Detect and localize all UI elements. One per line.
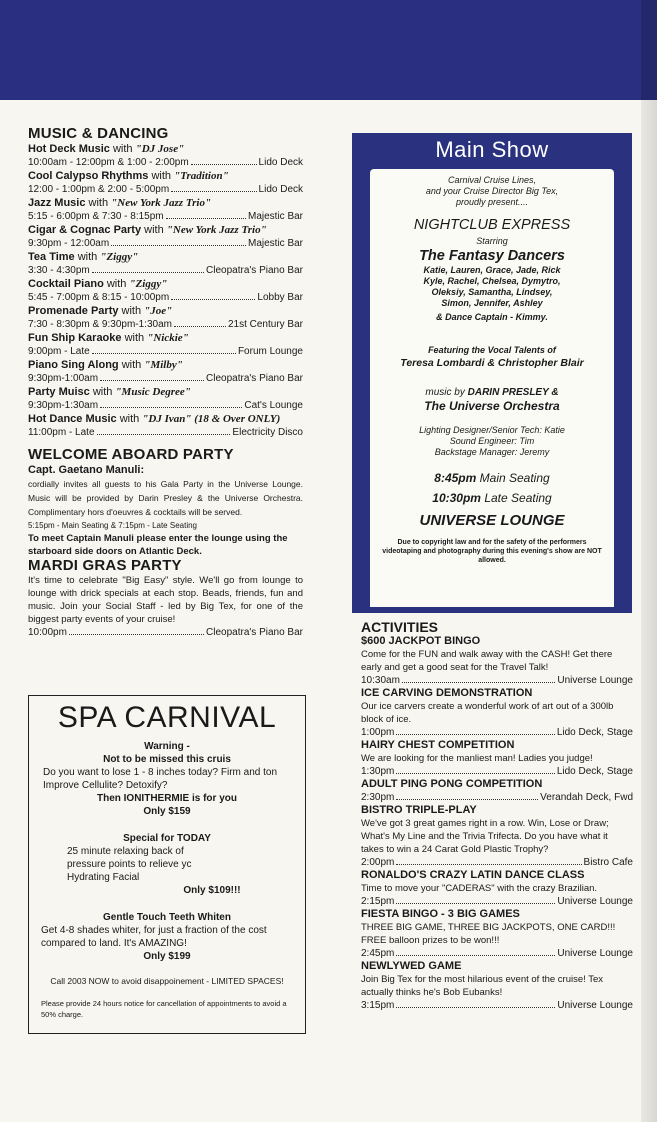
music-event-time: 9:30pm-1:30am: [28, 400, 99, 411]
event-name: Tea Time: [28, 251, 75, 263]
mardi-venue: Cleopatra's Piano Bar: [206, 627, 303, 638]
activity-venue: Verandah Deck, Fwd: [540, 792, 633, 803]
event-host: "DJ Ivan" (18 & Over ONLY): [142, 413, 281, 425]
show-orchestra: The Universe Orchestra: [424, 399, 560, 413]
spa-q2: Improve Cellulite? Detoxify?: [43, 780, 168, 791]
activity-time: 2:45pm: [361, 948, 395, 959]
music-event-venue: Lido Deck: [258, 157, 303, 168]
music-event-row: [28, 237, 303, 250]
event-with: with: [124, 332, 145, 344]
show-names-4: Simon, Jennifer, Ashley: [441, 298, 543, 308]
activity-description: We've got 3 great games right in a row. Win, Lose or Draw; What's My Line and the Trivia Trifecta. Do you have what it takes to win a 24 Carat Gold Plastic Trophy?: [361, 818, 609, 855]
music-event-venue: Cleopatra's Piano Bar: [206, 373, 303, 384]
activity-title: BISTRO TRIPLE-PLAY: [361, 804, 477, 816]
activity-time: 1:00pm: [361, 727, 395, 738]
page-edge: [641, 0, 657, 1122]
show-seat-1: Main Seating: [479, 471, 550, 485]
event-host: "New York Jazz Trio": [166, 224, 267, 236]
music-event-row: [28, 426, 303, 439]
activity-description: Come for the FUN and walk away with the CASH! Get there early and get a good seat for the Travel Talk!: [361, 649, 613, 673]
spa-carnival-box: [28, 695, 306, 1034]
activity-title: RONALDO'S CRAZY LATIN DANCE CLASS: [361, 869, 585, 881]
event-with: with: [144, 224, 164, 236]
activity-time: 2:00pm: [361, 857, 395, 868]
music-event-row: [28, 156, 303, 169]
activity-row: [361, 791, 633, 804]
show-starring: Starring: [476, 236, 508, 246]
main-show-box: [352, 133, 632, 613]
music-event-row: [28, 291, 303, 304]
music-event-title: [28, 304, 303, 318]
show-venue: UNIVERSE LOUNGE: [419, 512, 565, 529]
show-names-2: Kyle, Rachel, Chelsea, Dymytro,: [423, 276, 561, 286]
music-event-title: [28, 142, 303, 156]
mardi-section-title: MARDI GRAS PARTY: [28, 557, 182, 574]
spa-teeth: Gentle Touch Teeth Whiten: [103, 912, 231, 923]
activity-title: NEWLYWED GAME: [361, 960, 462, 972]
music-event-title: [28, 223, 303, 237]
event-name: Cool Calypso Rhythms: [28, 170, 149, 182]
event-host: "Tradition": [174, 170, 229, 182]
activity-row: [361, 674, 633, 687]
main-show-title: Main Show: [435, 137, 549, 162]
show-music-name: DARIN PRESLEY &: [467, 387, 559, 398]
show-names-3: Oleksiy, Samantha, Lindsey,: [431, 287, 553, 297]
music-event-row: [28, 183, 303, 196]
music-event-time: 10:00am - 12:00pm & 1:00 - 2:00pm: [28, 157, 189, 168]
activity-description: Join Big Tex for the most hilarious event of the cruise! Tex actually thinks he's Bob Eubanks!: [361, 974, 604, 998]
show-music-by: music by: [425, 387, 465, 398]
welcome-text: cordially invites all guests to his Gala Party in the Universe Lounge. Music will be provided by Darin Presley & the Universe Orchestra. Complimentary hors d'oeuvres & cocktails will be served.: [28, 479, 303, 517]
music-event-venue: 21st Century Bar: [227, 319, 303, 330]
show-sound: Sound Engineer: Tim: [449, 436, 535, 446]
music-event-time: 9:00pm - Late: [28, 346, 90, 357]
event-with: with: [119, 413, 140, 425]
spa-price-2: Only $109!!!: [183, 885, 241, 896]
event-name: Cocktail Piano: [28, 278, 104, 290]
show-music-line: [370, 386, 614, 399]
left-column: [28, 126, 303, 639]
event-with: with: [106, 278, 127, 290]
show-backstage: Backstage Manager: Jeremy: [434, 447, 550, 457]
music-event-title: [28, 412, 303, 426]
event-with: with: [77, 251, 98, 263]
music-event-row: [28, 372, 303, 385]
spa-q1: Do you want to lose 1 - 8 inches today? Firm and ton: [43, 767, 278, 778]
event-host: "Ziggy": [100, 251, 139, 263]
music-event-row: [28, 345, 303, 358]
music-event-title: [28, 250, 303, 264]
activity-time: 1:30pm: [361, 766, 395, 777]
event-host: "Music Degree": [115, 386, 191, 398]
music-event-title: [28, 169, 303, 183]
header-band: [0, 0, 657, 100]
mardi-time-row: [28, 626, 303, 639]
music-event-title: [28, 196, 303, 210]
activities-list: [361, 635, 633, 1012]
music-event-title: [28, 385, 303, 399]
activity-title: ADULT PING PONG COMPETITION: [361, 778, 543, 790]
show-lighting: Lighting Designer/Senior Tech: Katie: [419, 425, 565, 435]
event-name: Fun Ship Karaoke: [28, 332, 122, 344]
show-intro-2: and your Cruise Director Big Tex,: [425, 186, 559, 196]
event-with: with: [112, 143, 133, 155]
activity-title: HAIRY CHEST COMPETITION: [361, 739, 515, 751]
show-name: NIGHTCLUB EXPRESS: [413, 217, 571, 233]
show-intro-1: Carnival Cruise Lines,: [447, 175, 537, 185]
show-dance-captain: & Dance Captain - Kimmy.: [436, 312, 548, 322]
music-event-venue: Cat's Lounge: [244, 400, 303, 411]
music-event-venue: Lido Deck: [258, 184, 303, 195]
spa-not-missed: Not to be missed this cruis: [103, 754, 231, 765]
music-event-time: 11:00pm - Late: [28, 427, 95, 438]
music-event-time: 5:45 - 7:00pm & 8:15 - 10:00pm: [28, 292, 170, 303]
show-seating-2: [370, 488, 614, 508]
show-seating-1: [370, 468, 614, 488]
event-with: with: [121, 359, 142, 371]
music-event-time: 7:30 - 8:30pm & 9:30pm-1:30am: [28, 319, 172, 330]
event-host: "DJ Jose": [135, 143, 185, 155]
event-with: with: [151, 170, 172, 182]
welcome-seating: 5:15pm - Main Seating & 7:15pm - Late Seating: [28, 521, 197, 530]
music-section-title: MUSIC & DANCING: [28, 125, 169, 142]
activity-time: 2:15pm: [361, 896, 395, 907]
activity-venue: Universe Lounge: [557, 948, 633, 959]
activities-column: [361, 620, 633, 1012]
activity-venue: Lido Deck, Stage: [556, 766, 633, 777]
show-copyright: Due to copyright law and for the safety of the performers videotaping and photography during this evening's show are NOT allowed.: [382, 539, 602, 564]
music-event-row: [28, 210, 303, 223]
music-event-venue: Forum Lounge: [237, 346, 303, 357]
music-event-row: [28, 264, 303, 277]
spa-price-3: Only $199: [143, 951, 191, 962]
show-vocalists: Teresa Lombardi & Christopher Blair: [400, 357, 584, 369]
music-event-row: [28, 399, 303, 412]
music-event-time: 3:30 - 4:30pm: [28, 265, 90, 276]
spa-title: SPA CARNIVAL: [57, 701, 277, 734]
music-event-venue: Majestic Bar: [247, 238, 303, 249]
event-with: with: [92, 386, 113, 398]
event-with: with: [121, 305, 142, 317]
event-name: Promenade Party: [28, 305, 119, 317]
activity-row: [361, 765, 633, 778]
show-featuring: Featuring the Vocal Talents of: [428, 345, 556, 355]
spa-special: Special for TODAY: [123, 833, 211, 844]
music-event-title: [28, 358, 303, 372]
activity-title: ICE CARVING DEMONSTRATION: [361, 687, 533, 699]
music-event-venue: Electricity Disco: [232, 427, 303, 438]
activity-time: 3:15pm: [361, 1000, 395, 1011]
activity-description: We are looking for the manliest man! Ladies you judge!: [361, 753, 593, 764]
spa-special-1: 25 minute relaxing back of: [67, 846, 184, 857]
music-event-time: 12:00 - 1:00pm & 2:00 - 5:00pm: [28, 184, 170, 195]
event-host: "New York Jazz Trio": [111, 197, 212, 209]
music-event-time: 5:15 - 6:00pm & 7:30 - 8:15pm: [28, 211, 164, 222]
activity-title: FIESTA BINGO - 3 BIG GAMES: [361, 908, 520, 920]
show-dancers: The Fantasy Dancers: [419, 248, 565, 264]
spa-special-2: pressure points to relieve yc: [67, 859, 192, 870]
main-show-panel: [370, 169, 614, 607]
event-name: Jazz Music: [28, 197, 86, 209]
music-event-list: [28, 142, 303, 439]
activity-description: THREE BIG GAME, THREE BIG JACKPOTS, ONE CARD!!! FREE balloon prizes to be won!!!: [361, 922, 616, 946]
event-host: "Joe": [144, 305, 173, 317]
activity-description: Our ice carvers create a wonderful work of art out of a 300lb block of ice.: [361, 701, 614, 725]
show-seat-2: Late Seating: [484, 491, 552, 505]
welcome-meet: To meet Captain Manuli please enter the lounge using the starboard side doors on Atlantic Deck.: [28, 533, 288, 557]
activity-venue: Universe Lounge: [557, 896, 633, 907]
spa-warning: Warning -: [144, 741, 190, 752]
spa-teeth-text: Get 4-8 shades whiter, for just a fraction of the cost compared to land. It's AMAZING!: [41, 925, 267, 949]
music-event-row: [28, 318, 303, 331]
spa-price-1: Only $159: [143, 806, 191, 817]
mardi-time: 10:00pm: [28, 627, 67, 638]
event-host: "Ziggy": [129, 278, 168, 290]
show-time-1: 8:45pm: [434, 471, 477, 485]
music-event-time: 9:30pm - 12:00am: [28, 238, 110, 249]
activities-title: ACTIVITIES: [361, 619, 439, 635]
music-event-title: [28, 277, 303, 291]
activity-venue: Lido Deck, Stage: [556, 727, 633, 738]
event-name: Hot Dance Music: [28, 413, 117, 425]
event-host: "Nickie": [147, 332, 189, 344]
show-intro-3: proudly present....: [455, 197, 529, 207]
music-event-title: [28, 331, 303, 345]
music-event-venue: Lobby Bar: [257, 292, 303, 303]
mardi-text: It's time to celebrate "Big Easy" style. We'll go from lounge to lounge with drick specials at each stop. Beads, friends, fun and music. Join your Social Staff - led by Big Tex, for one of the biggest party events of your cruise!: [28, 575, 303, 625]
activity-venue: Bistro Cafe: [583, 857, 633, 868]
music-event-venue: Majestic Bar: [247, 211, 303, 222]
activity-description: Time to move your "CADERAS" with the crazy Brazilian.: [361, 883, 598, 894]
event-name: Hot Deck Music: [28, 143, 110, 155]
activity-title: $600 JACKPOT BINGO: [361, 635, 481, 647]
show-time-2: 10:30pm: [432, 491, 481, 505]
spa-call: Call 2003 NOW to avoid disappoinement - LIMITED SPACES!: [50, 976, 284, 986]
event-name: Cigar & Cognac Party: [28, 224, 142, 236]
activity-row: [361, 947, 633, 960]
activity-time: 10:30am: [361, 675, 400, 686]
activity-row: [361, 895, 633, 908]
activity-row: [361, 999, 633, 1012]
spa-then: Then IONITHERMIE is for you: [96, 793, 237, 804]
spa-notice: Please provide 24 hours notice for cancellation of appointments to avoid a 50% charge.: [41, 999, 287, 1019]
activity-venue: Universe Lounge: [557, 1000, 633, 1011]
event-name: Party Muisc: [28, 386, 90, 398]
event-host: "Milby": [144, 359, 183, 371]
captain-name: Capt. Gaetano Manuli:: [28, 464, 145, 476]
music-event-venue: Cleopatra's Piano Bar: [206, 265, 303, 276]
music-event-time: 9:30pm-1:00am: [28, 373, 99, 384]
show-names-1: Katie, Lauren, Grace, Jade, Rick: [423, 265, 561, 275]
welcome-section-title: WELCOME ABOARD PARTY: [28, 446, 234, 463]
activity-row: [361, 726, 633, 739]
activity-time: 2:30pm: [361, 792, 395, 803]
activity-venue: Universe Lounge: [557, 675, 633, 686]
activity-row: [361, 856, 633, 869]
event-name: Piano Sing Along: [28, 359, 119, 371]
spa-special-3: Hydrating Facial: [67, 872, 140, 883]
event-with: with: [88, 197, 109, 209]
